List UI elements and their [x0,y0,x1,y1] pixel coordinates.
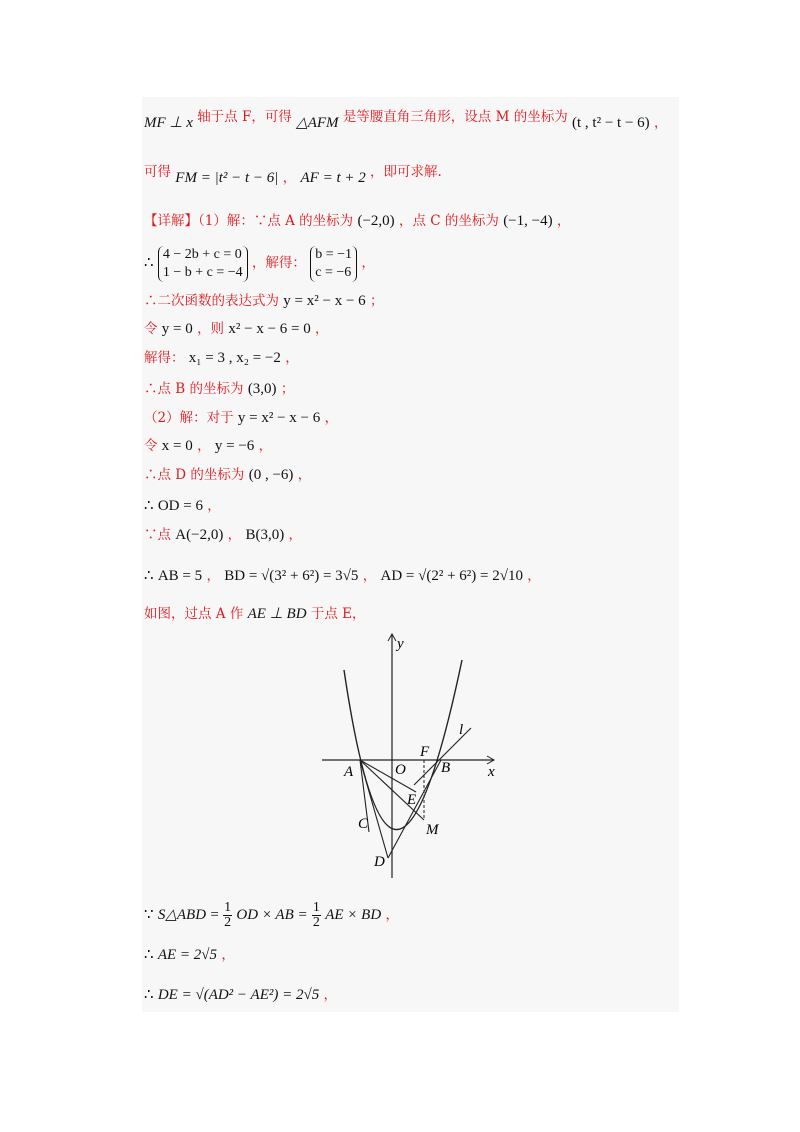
math: (−2,0) [357,213,395,229]
text: 解得： [144,350,185,366]
text-line-18 [144,986,337,1004]
math: ∴ [144,568,154,584]
equation: 4 − 2b + c = 0 [162,246,242,262]
math: y = x² − x − 6 [283,293,366,309]
fraction-half [223,901,232,930]
math: = [210,907,219,923]
text: ， [362,568,377,584]
math: OD = 6 [157,498,203,514]
math: x₁ = 3 , x₂ = −2 [188,350,281,366]
equation: c = −6 [315,264,352,280]
math: ∴ [144,987,154,1003]
math: AB = 5 [157,568,203,584]
text-line-2 [144,163,442,187]
text-line-12 [144,497,221,515]
text: 如图，过点 A 作 [144,606,244,622]
segment-ad [360,760,388,858]
math-area-abd: S△ABD [157,907,207,923]
math: ∴ [144,947,154,963]
parabola-figure [316,632,506,880]
text: ， [197,438,211,454]
text: ， [324,410,339,426]
text: ， [258,438,273,454]
math: (−1, −4) [503,213,553,229]
equation: b = −1 [315,246,353,262]
text-line-10 [144,437,272,455]
math-af: AF = t + 2 [300,170,366,186]
text: ； [369,293,384,309]
text: ， [385,907,399,923]
label-l: l [459,722,464,738]
text: ，则 [197,321,225,337]
text: ， [323,987,338,1003]
text: 【详解】（1）解：∵点 A 的坐标为 [144,213,354,229]
math: x² − x − 6 = 0 [228,321,311,337]
text: 令 [144,438,158,454]
math: AE ⊥ BD [247,606,307,622]
math: y = −6 [214,438,255,454]
text: ， [282,170,297,186]
math: ∴ [144,498,154,514]
text: ， [653,115,668,131]
text-line-3 [144,212,570,230]
text: ∴点 B 的坐标为 [144,381,244,397]
text-line-9 [144,409,338,427]
text: 是等腰直角三角形，设点 M 的坐标为 [342,109,568,125]
text: （2）解：对于 [144,410,234,426]
label-d: D [374,854,385,870]
math: OD × AB = [236,907,308,923]
text: ， [227,527,242,543]
text-line-17 [144,946,235,964]
equation-system [158,246,248,282]
equation: 1 − b + c = −4 [162,264,243,280]
text: ∴点 D 的坐标为 [144,467,245,483]
math: (0 , −6) [248,467,294,483]
label-x: x [488,764,495,780]
math: DE = √(AD² − AE²) = 2√5 [157,987,320,1003]
text-line-4 [144,243,375,283]
math: ∵ [144,907,154,923]
math-triangle-afm: △AFM [296,115,339,131]
denominator: 2 [224,915,232,930]
text: ， [285,350,299,366]
parabola-curve [344,660,462,830]
text: ， [206,568,220,584]
text: ，解得： [251,255,306,271]
label-e: E [407,792,417,808]
numerator: 1 [312,900,320,915]
text: ， [315,321,329,337]
denominator: 2 [312,915,320,930]
math: AE × BD [325,907,382,923]
text-line-5 [144,292,383,310]
math: y = x² − x − 6 [237,410,321,426]
text: 可得 [144,164,171,180]
text-line-8 [144,380,294,398]
math-mf-perp-x: MF ⊥ x [144,115,193,131]
label-m: M [426,822,439,838]
text: ∵点 [144,527,171,543]
text: 轴于点 F，可得 [197,109,292,125]
text: ， [527,568,541,584]
label-c: C [358,816,369,832]
label-o: O [395,762,406,778]
math: ∴ [144,255,154,271]
fraction-half [312,901,321,930]
math: (3,0) [247,381,277,397]
math-fm: FM = |t² − t − 6| [175,170,279,186]
text-line-14 [144,567,541,585]
text-line-16 [144,898,399,932]
text-line-11 [144,466,311,484]
text: ， [207,498,221,514]
math: B(3,0) [245,527,285,543]
label-y: y [397,636,404,652]
text-line-15 [144,605,365,623]
text-line-6 [144,320,329,338]
text: ， [556,213,571,229]
text-line-7 [144,349,299,367]
math: AD = √(2² + 6²) = 2√10 [380,568,523,584]
math: A(−2,0) [175,527,224,543]
numerator: 1 [224,900,232,915]
math: AE = 2√5 [157,947,218,963]
text: ， [221,947,235,963]
text: ，点 C 的坐标为 [398,213,499,229]
label-b: B [441,760,451,776]
math-point-m-coords: (t , t² − t − 6) [572,115,650,131]
math: y = 0 [161,321,193,337]
text: ，即可求解. [370,164,442,180]
text: ； [280,381,295,397]
text: ， [361,255,375,271]
text-line-1 [144,108,667,132]
label-f: F [420,744,430,760]
text: 于点 E， [310,606,366,622]
math: BD = √(3² + 6²) = 3√5 [224,568,359,584]
text: 令 [144,321,158,337]
math: x = 0 [161,438,193,454]
label-a: A [344,764,354,780]
text: ∴二次函数的表达式为 [144,293,279,309]
solution-system [310,246,357,282]
text: ， [288,527,302,543]
text-line-13 [144,526,302,544]
text: ， [297,467,312,483]
